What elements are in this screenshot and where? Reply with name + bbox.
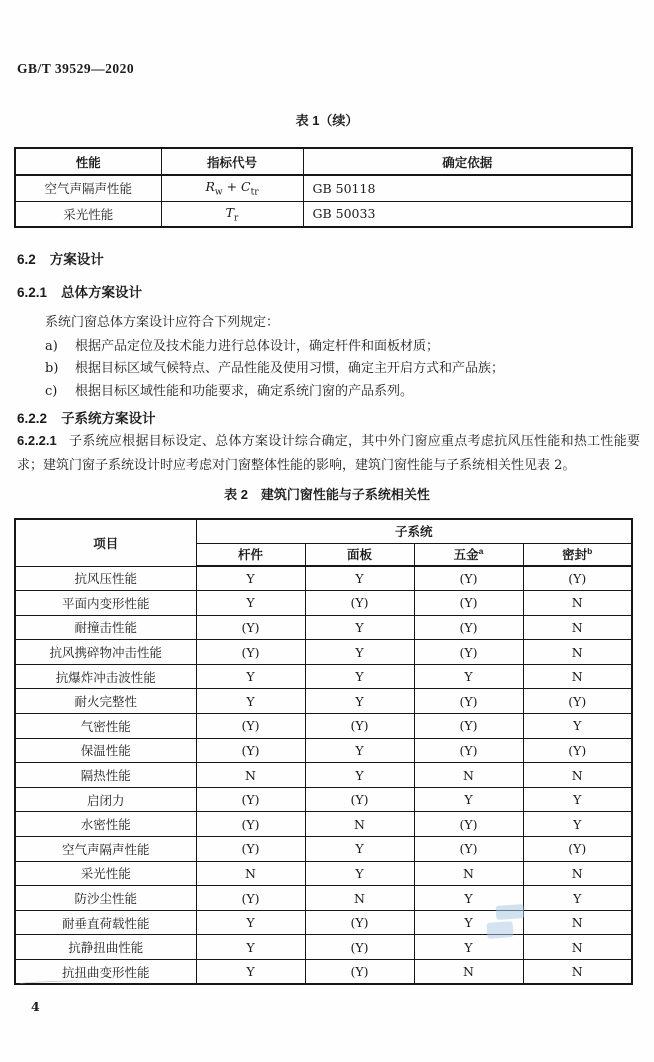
seal-value: Y xyxy=(523,812,632,837)
table1-performance-basis xyxy=(14,147,633,228)
paragraph-intro: 系统门窗总体方案设计应符合下列规定： xyxy=(45,315,280,330)
paragraph-6221 xyxy=(17,429,640,477)
table-row xyxy=(15,201,632,227)
panel-value: (Y) xyxy=(305,787,414,812)
table-row xyxy=(15,910,632,935)
table-row xyxy=(15,689,632,714)
table2-header-frame xyxy=(196,543,305,566)
basis-cell: GB 50118 xyxy=(303,175,632,201)
panel-value: (Y) xyxy=(305,910,414,935)
seal-value: N xyxy=(523,615,632,640)
seal-value: N xyxy=(523,861,632,886)
table2-header-hardware xyxy=(414,543,523,566)
performance-name: 水密性能 xyxy=(15,812,196,837)
section-number: 6.2 xyxy=(17,252,36,267)
header-label: 杆件 xyxy=(237,548,263,563)
seal-value: (Y) xyxy=(523,837,632,862)
table2-header-item: 项目 xyxy=(15,519,196,566)
table2-body xyxy=(15,566,632,984)
table1-header-basis: 确定依据 xyxy=(303,148,632,175)
seal-value: (Y) xyxy=(523,566,632,591)
table-row xyxy=(15,566,632,591)
section-number: 6.2.2 xyxy=(17,411,48,426)
table-row xyxy=(15,591,632,616)
list-item-label: b) xyxy=(45,361,59,377)
hardware-value: (Y) xyxy=(414,714,523,739)
frame-value: (Y) xyxy=(196,787,305,812)
performance-name: 保温性能 xyxy=(15,738,196,763)
symbol-sub: tr xyxy=(250,187,259,198)
frame-value: Y xyxy=(196,591,305,616)
performance-name: 气密性能 xyxy=(15,714,196,739)
list-item-text: 根据产品定位及技术能力进行总体设计，确定杆件和面板材质； xyxy=(75,339,440,354)
frame-value: Y xyxy=(196,960,305,985)
seal-value: N xyxy=(523,763,632,788)
footnote-marker: a xyxy=(478,546,484,557)
panel-value: Y xyxy=(305,615,414,640)
seal-value: N xyxy=(523,935,632,960)
frame-value: (Y) xyxy=(196,886,305,911)
panel-value: Y xyxy=(305,566,414,591)
performance-name: 采光性能 xyxy=(15,861,196,886)
panel-value: (Y) xyxy=(305,714,414,739)
table-row xyxy=(15,714,632,739)
frame-value: (Y) xyxy=(196,837,305,862)
standard-number: GB/T 39529—2020 xyxy=(17,61,135,76)
frame-value: (Y) xyxy=(196,640,305,665)
header-label: 面板 xyxy=(346,548,372,563)
table2-header-subsystem-group: 子系统 xyxy=(196,519,632,543)
table-row xyxy=(15,861,632,886)
table-row xyxy=(15,615,632,640)
frame-value: Y xyxy=(196,566,305,591)
hardware-value: (Y) xyxy=(414,566,523,591)
table1-header-performance: 性能 xyxy=(15,148,161,175)
section-heading-62 xyxy=(17,248,104,268)
section-heading-621 xyxy=(17,281,142,301)
hardware-value: (Y) xyxy=(414,689,523,714)
table-row xyxy=(15,886,632,911)
hardware-value: Y xyxy=(414,935,523,960)
header-label: 五金 xyxy=(453,548,479,563)
list-item xyxy=(45,381,645,403)
frame-value: Y xyxy=(196,689,305,714)
hardware-value: N xyxy=(414,861,523,886)
table-row xyxy=(15,640,632,665)
hardware-value: Y xyxy=(414,910,523,935)
frame-value: Y xyxy=(196,664,305,689)
hardware-value: (Y) xyxy=(414,738,523,763)
table-row xyxy=(15,763,632,788)
table-row xyxy=(15,175,632,201)
panel-value: Y xyxy=(305,738,414,763)
seal-value: Y xyxy=(523,886,632,911)
panel-value: N xyxy=(305,812,414,837)
performance-name: 采光性能 xyxy=(15,201,161,227)
table-row xyxy=(15,960,632,985)
performance-name: 空气声隔声性能 xyxy=(15,175,161,201)
performance-name: 隔热性能 xyxy=(15,763,196,788)
panel-value: Y xyxy=(305,861,414,886)
hardware-value: Y xyxy=(414,886,523,911)
symbol-operator: + xyxy=(226,179,238,194)
symbol-base: T xyxy=(225,204,235,220)
list-item-label: c) xyxy=(45,383,58,399)
hardware-value: (Y) xyxy=(414,640,523,665)
footnote-marker: b xyxy=(587,546,593,557)
frame-value: (Y) xyxy=(196,615,305,640)
performance-name: 抗扭曲变形性能 xyxy=(15,960,196,985)
panel-value: (Y) xyxy=(305,591,414,616)
list-item-text: 根据目标区域气候特点、产品性能及使用习惯，确定主开启方式和产品族； xyxy=(75,361,505,377)
seal-value: (Y) xyxy=(523,738,632,763)
table2-header-row-1 xyxy=(15,519,632,543)
section-heading-622 xyxy=(17,407,156,427)
performance-name: 防沙尘性能 xyxy=(15,886,196,911)
table2-title: 表 2 建筑门窗性能与子系统相关性 xyxy=(224,487,430,502)
table-row xyxy=(15,738,632,763)
performance-name: 启闭力 xyxy=(15,787,196,812)
performance-name: 平面内变形性能 xyxy=(15,591,196,616)
list-item-text: 根据目标区域性能和功能要求，确定系统门窗的产品系列。 xyxy=(75,383,414,399)
list-item-label: a) xyxy=(45,339,58,354)
panel-value: Y xyxy=(305,640,414,665)
symbol-cell xyxy=(161,201,303,227)
paragraph-number: 6.2.2.1 xyxy=(17,433,57,448)
hardware-value: Y xyxy=(414,664,523,689)
symbol-base: C xyxy=(241,179,251,194)
section-number: 6.2.1 xyxy=(17,285,48,300)
symbol-sub: r xyxy=(234,213,239,223)
frame-value: (Y) xyxy=(196,714,305,739)
list-item xyxy=(45,336,645,358)
seal-value: Y xyxy=(523,714,632,739)
page-number: 4 xyxy=(31,999,40,1014)
hardware-value: (Y) xyxy=(414,591,523,616)
seal-value: N xyxy=(523,664,632,689)
hardware-value: N xyxy=(414,763,523,788)
table2-header-seal xyxy=(523,543,632,566)
section-title: 总体方案设计 xyxy=(61,285,143,300)
hardware-value: (Y) xyxy=(414,812,523,837)
hardware-value: Y xyxy=(414,787,523,812)
panel-value: (Y) xyxy=(305,960,414,985)
header-label: 密封 xyxy=(562,548,588,563)
panel-value: Y xyxy=(305,689,414,714)
performance-name: 抗风压性能 xyxy=(15,566,196,591)
basis-cell: GB 50033 xyxy=(303,201,632,227)
seal-value: N xyxy=(523,960,632,985)
performance-name: 抗风携碎物冲击性能 xyxy=(15,640,196,665)
hardware-value: (Y) xyxy=(414,615,523,640)
performance-name: 耐垂直荷载性能 xyxy=(15,910,196,935)
hardware-value: N xyxy=(414,960,523,985)
symbol-sub: w xyxy=(214,187,223,198)
table-row xyxy=(15,664,632,689)
table1-header-row xyxy=(15,148,632,175)
section-title: 子系统方案设计 xyxy=(61,411,156,426)
performance-name: 抗静扭曲性能 xyxy=(15,935,196,960)
table-row xyxy=(15,787,632,812)
table-row xyxy=(15,812,632,837)
symbol-cell xyxy=(161,175,303,201)
list-item xyxy=(45,358,645,380)
seal-value: N xyxy=(523,591,632,616)
symbol-base: R xyxy=(205,179,215,194)
table-row xyxy=(15,935,632,960)
hardware-value: (Y) xyxy=(414,837,523,862)
frame-value: Y xyxy=(196,910,305,935)
seal-value: (Y) xyxy=(523,689,632,714)
frame-value: N xyxy=(196,861,305,886)
table1-title: 表 1（续） xyxy=(295,113,359,128)
table1-header-symbol: 指标代号 xyxy=(161,148,303,175)
performance-name: 抗爆炸冲击波性能 xyxy=(15,664,196,689)
performance-name: 耐撞击性能 xyxy=(15,615,196,640)
panel-value: Y xyxy=(305,664,414,689)
performance-name: 空气声隔声性能 xyxy=(15,837,196,862)
seal-value: N xyxy=(523,640,632,665)
section-title: 方案设计 xyxy=(49,252,104,267)
frame-value: N xyxy=(196,763,305,788)
performance-name: 耐火完整性 xyxy=(15,689,196,714)
panel-value: Y xyxy=(305,837,414,862)
panel-value: Y xyxy=(305,763,414,788)
requirement-list xyxy=(45,336,645,403)
seal-value: Y xyxy=(523,787,632,812)
seal-value: N xyxy=(523,910,632,935)
panel-value: N xyxy=(305,886,414,911)
frame-value: Y xyxy=(196,935,305,960)
paragraph-text: 子系统应根据目标设定、总体方案设计综合确定，其中外门窗应重点考虑抗风压性能和热工性能要求；建筑门窗子系统设计时应考虑对门窗整体性能的影响，建筑门窗性能与子系统相关性见表 2。 xyxy=(17,434,640,473)
table-row xyxy=(15,837,632,862)
frame-value: (Y) xyxy=(196,812,305,837)
panel-value: (Y) xyxy=(305,935,414,960)
table2-subsystem-correlation xyxy=(14,518,633,985)
frame-value: (Y) xyxy=(196,738,305,763)
table2-header-panel xyxy=(305,543,414,566)
